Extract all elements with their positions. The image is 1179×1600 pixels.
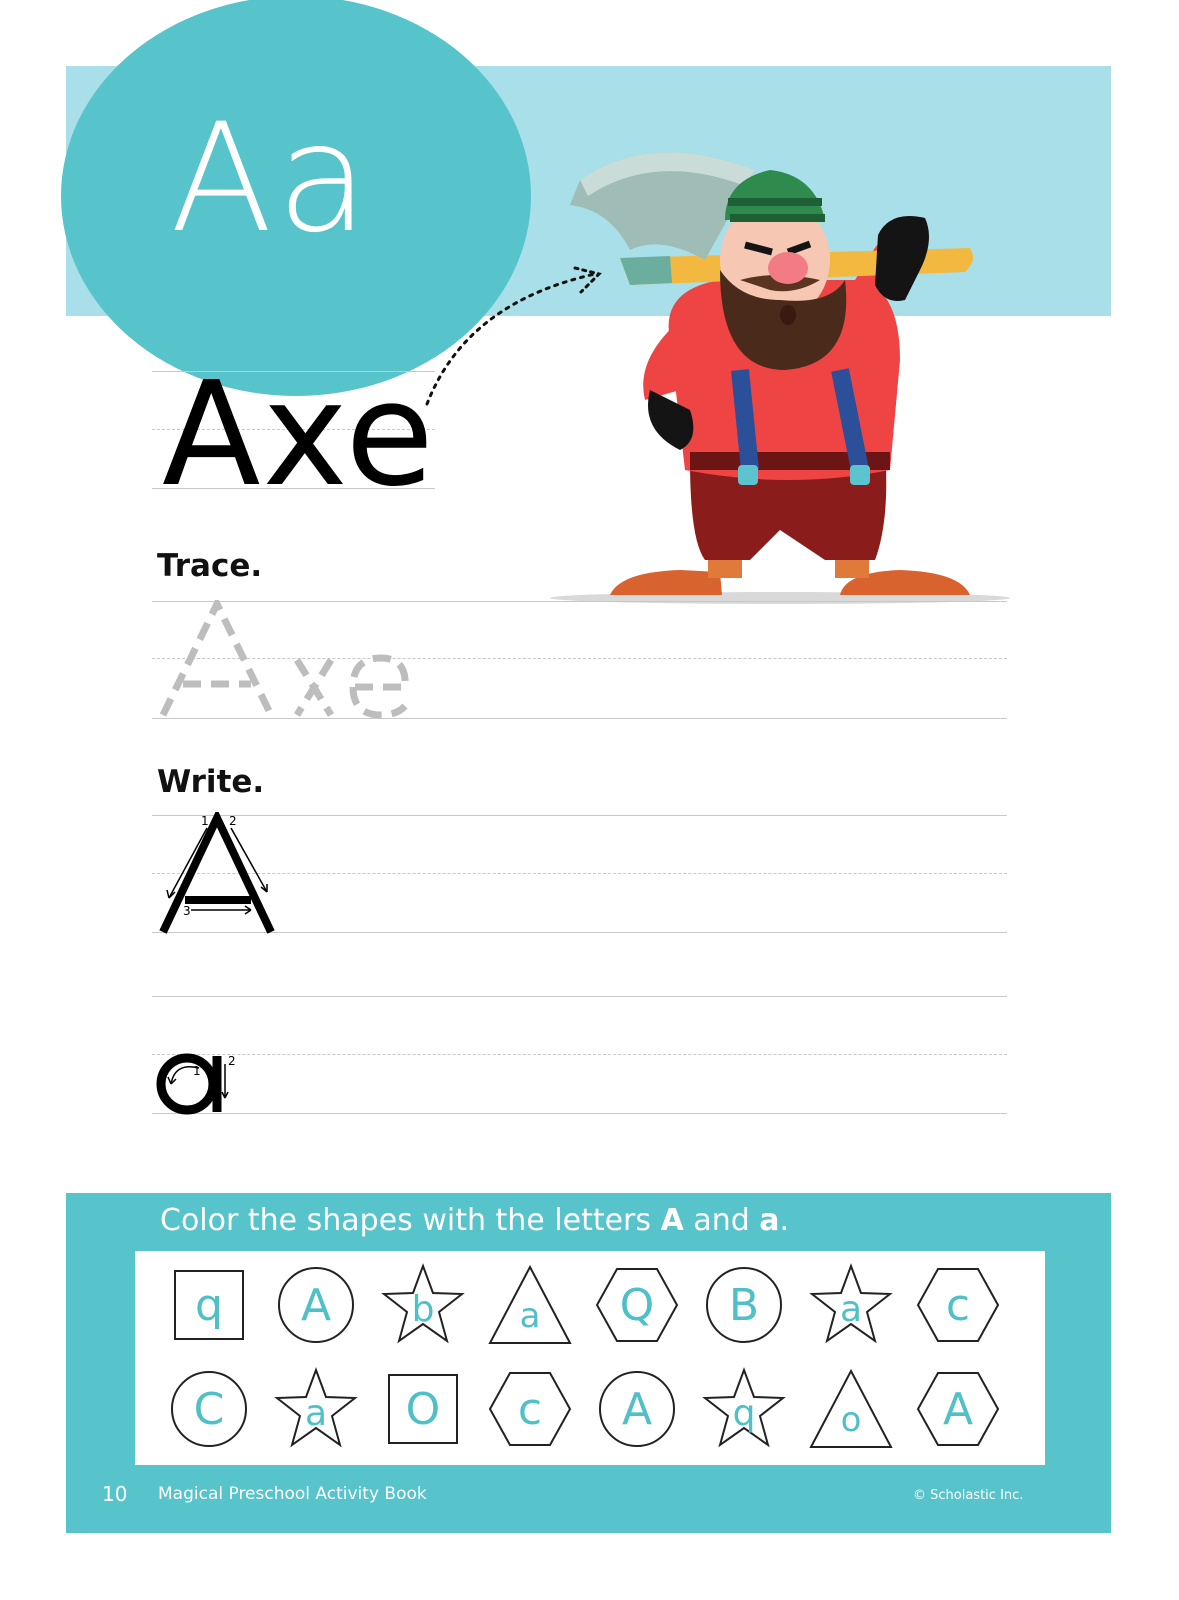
shape-letter: q — [732, 1392, 756, 1434]
circle-shape-13[interactable] — [595, 1367, 679, 1451]
shape-letter: A — [300, 1279, 332, 1331]
trace-word-dashed[interactable] — [155, 600, 425, 722]
shape-letter: a — [519, 1296, 541, 1336]
shape-letter: A — [942, 1383, 974, 1435]
instruction-letter-upper: A — [660, 1203, 684, 1238]
shape-letter: A — [621, 1383, 653, 1435]
star-shape-14[interactable] — [702, 1367, 786, 1451]
page-number: 10 — [102, 1482, 128, 1506]
hexagon-shape-5[interactable] — [595, 1263, 679, 1347]
shape-letter: Q — [619, 1279, 655, 1331]
shape-letter: c — [945, 1279, 971, 1331]
lumberjack-illustration — [540, 140, 1010, 610]
write-lower-guide-base[interactable] — [152, 1113, 1007, 1114]
write-lower-guide-mid — [152, 1054, 1007, 1055]
stroke-number-3: 3 — [183, 904, 191, 918]
star-shape-10[interactable] — [274, 1367, 358, 1451]
circle-shape-6[interactable] — [702, 1263, 786, 1347]
circle-shape-9[interactable] — [167, 1367, 251, 1451]
triangle-shape-4[interactable] — [488, 1263, 572, 1347]
shape-letter: q — [195, 1279, 223, 1331]
trace-label: Trace. — [157, 548, 263, 584]
shape-letter: C — [193, 1383, 225, 1435]
square-shape-1[interactable] — [167, 1263, 251, 1347]
write-lower-guide-top — [152, 996, 1007, 997]
hexagon-shape-16[interactable] — [916, 1367, 1000, 1451]
triangle-shape-15[interactable] — [809, 1367, 893, 1451]
star-shape-3[interactable] — [381, 1263, 465, 1347]
instruction-suffix: . — [779, 1203, 790, 1238]
model-letter-upper — [155, 812, 285, 936]
shape-letter: b — [411, 1288, 435, 1330]
hexagon-shape-12[interactable] — [488, 1367, 572, 1451]
instruction-prefix: Color the shapes with the letters — [160, 1203, 661, 1238]
book-title: Magical Preschool Activity Book — [158, 1484, 427, 1504]
circle-shape-2[interactable] — [274, 1263, 358, 1347]
copyright: © Scholastic Inc. — [913, 1488, 1024, 1503]
instruction-mid: and — [683, 1203, 760, 1238]
stroke-number-1: 1 — [201, 814, 209, 828]
header-letters: Aa — [170, 92, 373, 266]
write-label: Write. — [157, 764, 265, 800]
stroke-number-2: 2 — [228, 1054, 236, 1068]
stroke-number-1: 1 — [193, 1064, 201, 1078]
stroke-number-2: 2 — [229, 814, 237, 828]
square-shape-11[interactable] — [381, 1367, 465, 1451]
hexagon-shape-8[interactable] — [916, 1263, 1000, 1347]
shape-letter: a — [839, 1288, 863, 1330]
model-letter-lower — [155, 1052, 245, 1116]
star-shape-7[interactable] — [809, 1263, 893, 1347]
instruction-letter-lower: a — [759, 1203, 780, 1238]
shape-letter: a — [304, 1392, 328, 1434]
shape-letter: c — [517, 1383, 543, 1435]
shape-letter: o — [840, 1400, 862, 1440]
shape-letter: B — [728, 1279, 760, 1331]
activity-instruction — [160, 1203, 789, 1238]
vocab-word: Axe — [162, 350, 436, 518]
shape-letter: O — [405, 1383, 441, 1435]
shape-panel — [135, 1251, 1045, 1465]
